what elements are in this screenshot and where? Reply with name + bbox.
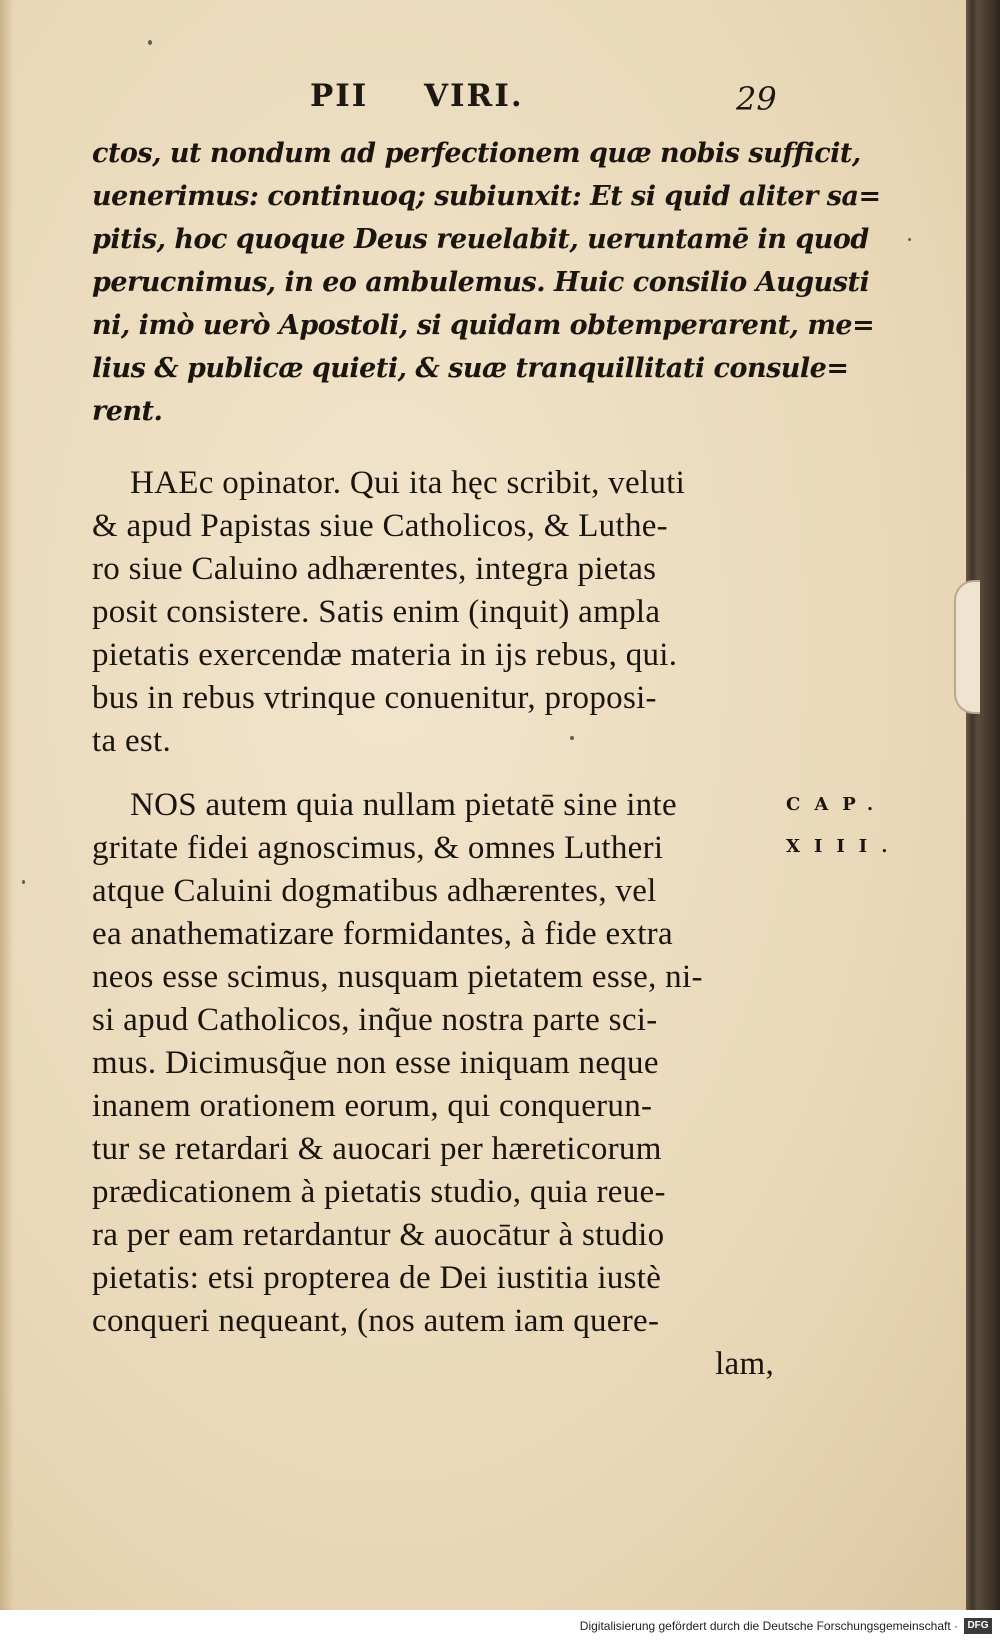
text-line: lius & publicæ quieti, & suæ tranquillitati consule=: [92, 353, 849, 384]
paragraph-haec-opinator: [92, 462, 774, 763]
text-line: si apud Catholicos, inq̃ue nostra parte sci-: [92, 1002, 658, 1038]
text-line: prædicationem à pietatis studio, quia reue-: [92, 1174, 666, 1210]
running-head-center: VIRI.: [424, 78, 524, 114]
text-line: uenerimus: continuoq; subiunxit: Et si quid aliter sa=: [92, 181, 881, 212]
text-line: HAEc opinator. Qui ita hęc scribit, veluti: [130, 465, 686, 501]
running-head-left: PII: [310, 78, 369, 114]
text-line: pitis, hoc quoque Deus reuelabit, ueruntamē in quod: [92, 224, 869, 255]
running-head: [0, 78, 966, 118]
page-number: 29: [736, 80, 777, 118]
text-line: rent.: [92, 396, 163, 427]
paragraph-nos-autem: [92, 784, 774, 1386]
text-line: pietatis exercendæ materia in ijs rebus, qui.: [92, 637, 678, 673]
text-line: inanem orationem eorum, qui conquerun-: [92, 1088, 653, 1124]
footer-bar: [0, 1610, 1000, 1644]
text-line: ni, imò uerò Apostoli, si quidam obtemperarent, me=: [92, 310, 875, 341]
text-line: bus in rebus vtrinque conuenitur, proposi-: [92, 680, 657, 716]
text-line: gritate fidei agnoscimus, & omnes Lutheri: [92, 830, 664, 866]
page-tab-mark: [954, 580, 980, 714]
text-line: atque Caluini dogmatibus adhærentes, vel: [92, 873, 657, 909]
margin-note-cap: CAP.: [786, 794, 888, 815]
text-line: mus. Dicimusq̃ue non esse iniquam neque: [92, 1045, 659, 1081]
paper-speck: [570, 736, 574, 740]
margin-note-chapter-number: XIII.: [786, 836, 902, 857]
text-line: neos esse scimus, nusquam pietatem esse, ni-: [92, 959, 703, 995]
book-edge: [966, 0, 1000, 1610]
gutter-shadow: [0, 0, 14, 1610]
text-line: & apud Papistas siue Catholicos, & Luthe-: [92, 508, 668, 544]
text-line: ro siue Caluino adhærentes, integra pietas: [92, 551, 657, 587]
text-line: conqueri nequeant, (nos autem iam quere-: [92, 1303, 660, 1339]
text-line: tur se retardari & auocari per hæreticorum: [92, 1131, 662, 1167]
text-line: ea anathematizare formidantes, à fide extra: [92, 916, 673, 952]
text-line: ta est.: [92, 723, 172, 759]
paragraph-italic: [92, 132, 881, 433]
dfg-logo-icon: DFG: [964, 1618, 992, 1634]
text-line: pietatis: etsi propterea de Dei iustitia iustè: [92, 1260, 662, 1296]
text-line: NOS autem quia nullam pietatē sine inte: [130, 787, 677, 823]
paper-speck: [908, 238, 911, 241]
catchword: lam,: [715, 1346, 774, 1382]
text-line: ra per eam retardantur & auocātur à studio: [92, 1217, 665, 1253]
paper-speck: [22, 880, 25, 884]
footer-credit: Digitalisierung gefördert durch die Deutsche Forschungsgemeinschaft ·: [579, 1619, 958, 1633]
text-line: posit consistere. Satis enim (inquit) ampla: [92, 594, 661, 630]
paper-speck: [148, 40, 152, 45]
text-line: ctos, ut nondum ad perfectionem quæ nobis sufficit,: [92, 138, 861, 169]
text-line: perucnimus, in eo ambulemus. Huic consilio Augusti: [92, 267, 870, 298]
